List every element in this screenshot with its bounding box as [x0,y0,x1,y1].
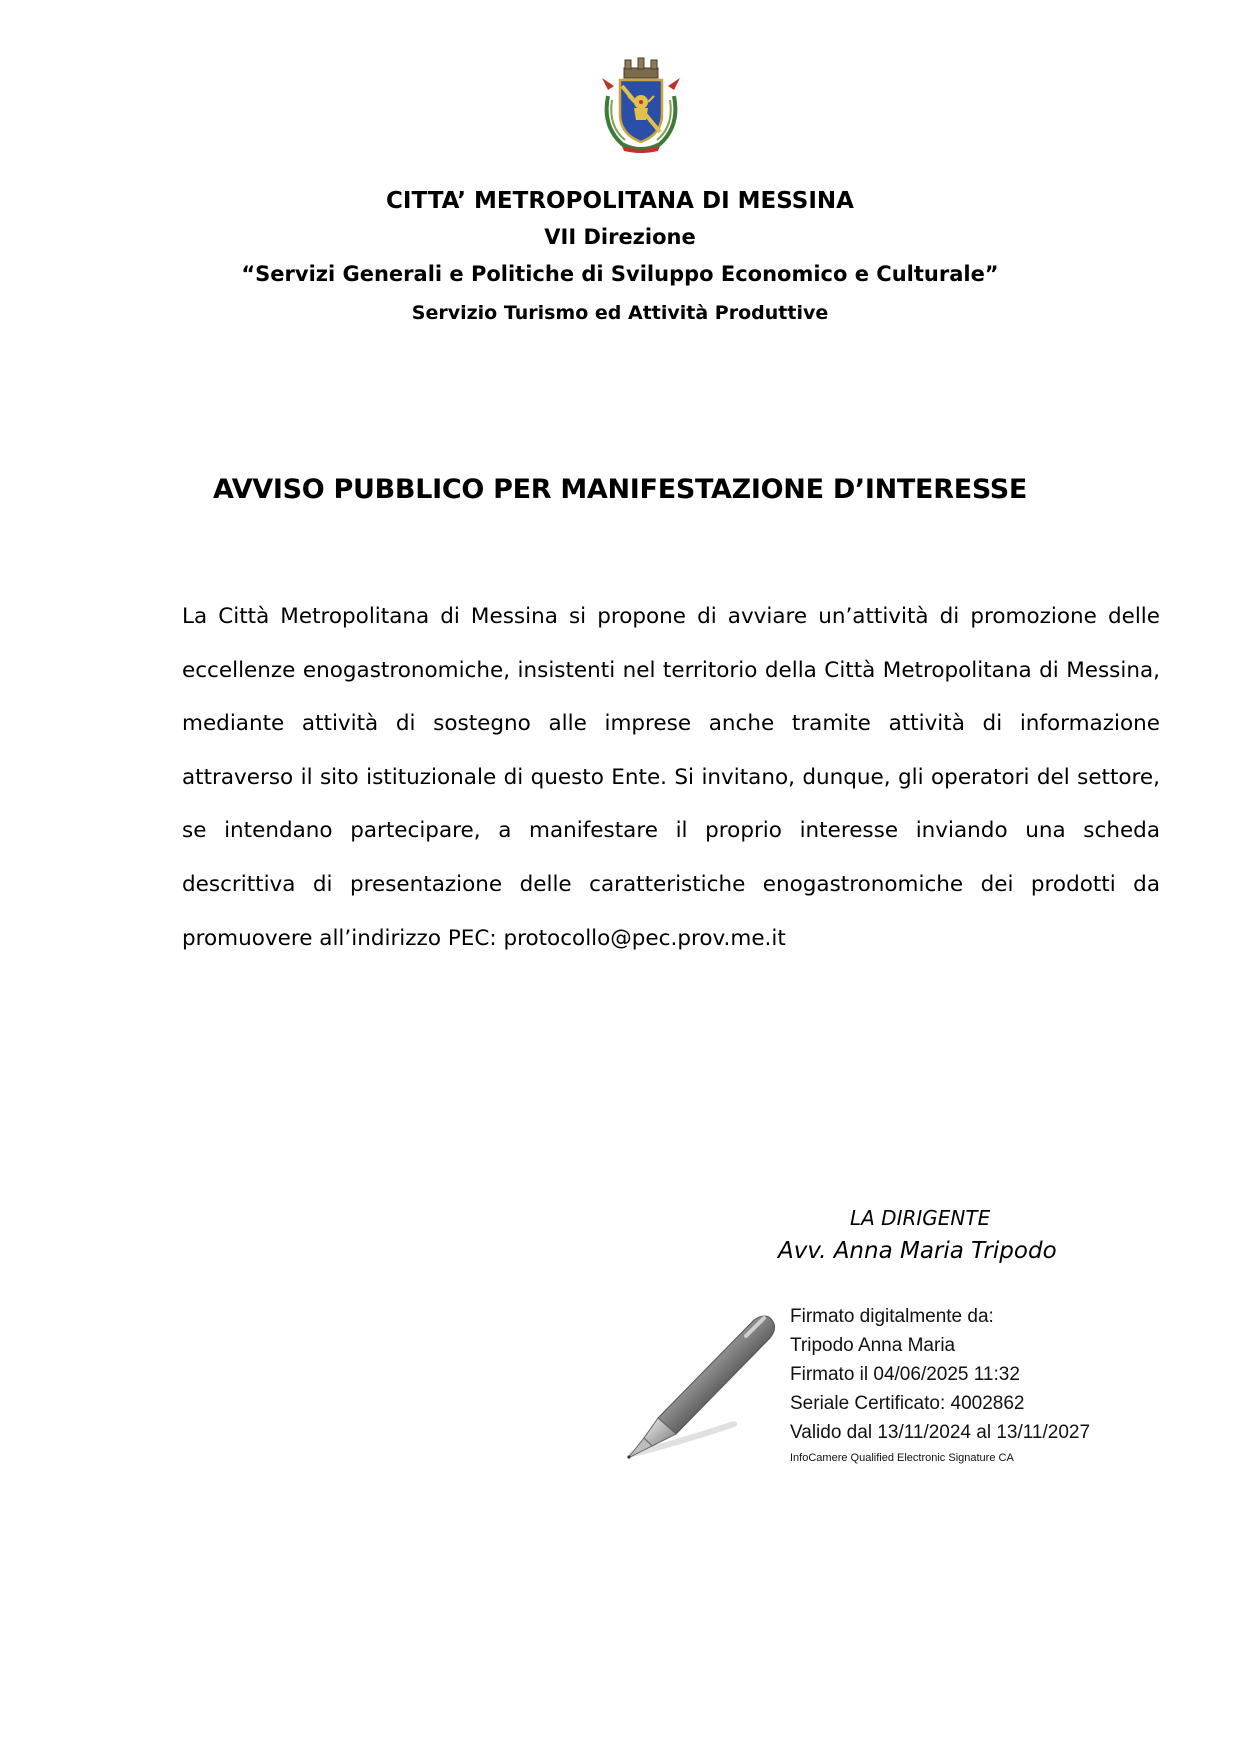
signed-by-label: Firmato digitalmente da: [790,1306,994,1327]
signature-date: Firmato il 04/06/2025 11:32 [790,1364,1020,1385]
signer-name: Tripodo Anna Maria [790,1335,956,1356]
department-name: “Servizi Generali e Politiche di Sviluppo Economico e Culturale” [241,262,999,286]
digital-signature-stamp [790,1302,1090,1468]
signatory-name: Avv. Anna Maria Tripodo [778,1238,1057,1264]
certificate-authority: InfoCamere Qualified Electronic Signature CA [790,1452,1014,1464]
coat-of-arms-icon [598,56,684,154]
organization-name: CITTA’ METROPOLITANA DI MESSINA [386,188,854,214]
directorate-name: VII Direzione [544,225,696,249]
certificate-serial: Seriale Certificato: 4002862 [790,1393,1025,1414]
pen-icon [614,1306,784,1466]
signatory-role: LA DIRIGENTE [850,1206,991,1230]
document-body: La Città Metropolitana di Messina si propone di avviare un’attività di promozione delle eccellenze enogastronomiche, insistenti nel territorio della Città Metropolitana di Messina, mediante attività di sostegno alle imprese anche tramite attività di informazione attraverso il sito istituzionale di questo Ente. Si invitano, dunque, gli operatori del settore, se intendano partecipare, a manifestare il proprio interesse inviando una scheda descrittiva di presentazione delle caratteristiche enogastronomiche dei prodotti da promuovere all’indirizzo PEC: protocollo@pec.prov.me.it [182,604,1160,951]
service-name: Servizio Turismo ed Attività Produttive [411,302,829,324]
document-title: AVVISO PUBBLICO PER MANIFESTAZIONE D’INTERESSE [212,474,1028,505]
certificate-validity: Valido dal 13/11/2024 al 13/11/2027 [790,1422,1091,1443]
